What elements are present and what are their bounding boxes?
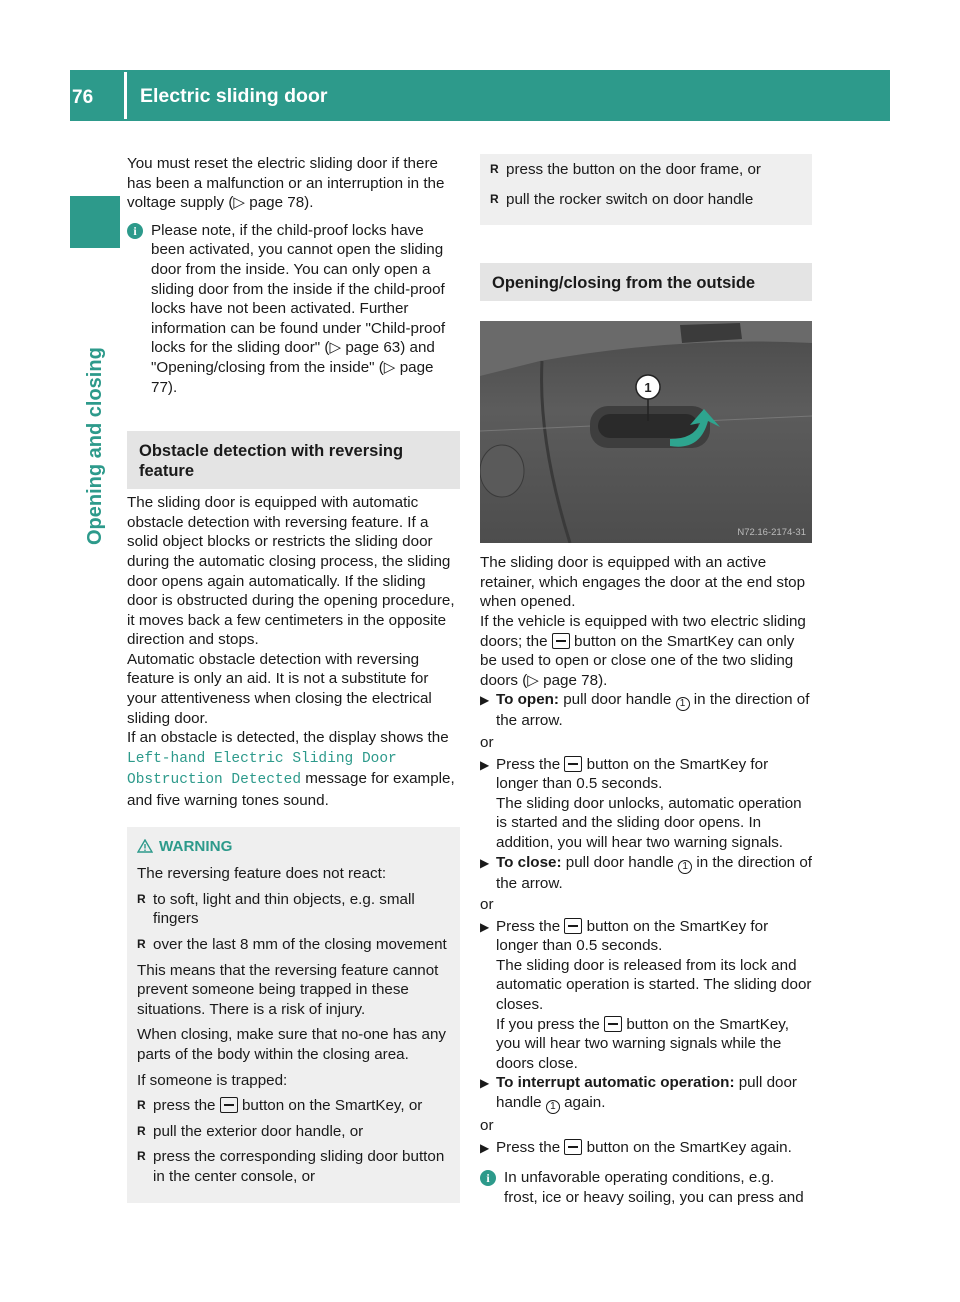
warning-continued-box [480,154,812,225]
step-arrow-icon: ▶ [480,1076,490,1091]
step-press-key-close: ▶ Press the button on the SmartKey for longer than 0.5 seconds. The sliding door is released from its lock and automatic operation is started. The sliding door closes. If you press the button on the SmartKey, you will hear two warning signals while the doors close. [480,917,812,1072]
door-handle-photo [480,321,812,543]
callout-1-icon: 1 [676,697,690,711]
step-open: ▶ To open: pull door handle 1 in the direction of the arrow. [480,691,810,730]
obstacle-paragraph-2: Automatic obstacle detection with reversing feature is only an aid. It is not a substitute for your attentiveness when closing the electrical sliding door. [127,650,432,727]
intro-paragraph: You must reset the electric sliding door if there has been a malfunction or an interruption in the voltage supply (▷ page 78). [127,155,445,212]
warning-bullet: R press the button on the SmartKey, or [137,1097,423,1115]
display-message: Left-hand Electric Sliding Door Obstruction Detected [127,750,397,789]
page-title: Electric sliding door [140,85,328,107]
callout-1-icon: 1 [678,860,692,874]
step-arrow-icon: ▶ [480,855,490,870]
outside-paragraph-2: If the vehicle is equipped with two electric sliding doors; the button on the SmartKey can only be used to open or close one of the two sliding doors (▷ page 78). [480,612,806,689]
left-column [127,154,460,1203]
info-icon: i [127,223,143,239]
step-interrupt: ▶ To interrupt automatic operation: pull door handle 1 again. [480,1074,797,1113]
warning-bullet: R press the button on the door frame, or [490,161,761,178]
step-arrow-icon: ▶ [480,693,490,708]
warning-paragraph: This means that the reversing feature cannot prevent someone being trapped in these situations. There is a risk of injury. [137,961,439,1018]
header-divider [124,72,127,119]
info-note [127,221,460,397]
step-press-key-again: ▶ Press the button on the SmartKey again. [480,1138,812,1159]
page-number: 76 [72,87,94,108]
right-column [480,154,812,1219]
info-note [480,1168,812,1207]
smartkey-sliding-door-icon [564,756,582,772]
smartkey-sliding-door-icon [564,1139,582,1155]
smartkey-sliding-door-icon [552,633,570,649]
smartkey-sliding-door-icon [564,918,582,934]
or-separator: or [480,896,494,914]
warning-bullet: R over the last 8 mm of the closing movement [137,936,447,953]
warning-intro: The reversing feature does not react: [137,865,387,883]
obstacle-paragraph-1: The sliding door is equipped with automatic obstacle detection with reversing feature. If a solid object blocks or restricts the sliding door during the automatic closing process, the sliding door opens again automatically. If the sliding door is obstructed during the opening procedure, it moves back a few centimeters in the opposite direction and stops. [127,494,455,649]
warning-box [127,827,460,1203]
step-arrow-icon: ▶ [480,757,490,772]
warning-triangle-icon [137,839,153,853]
step-press-key: ▶ Press the button on the SmartKey for longer than 0.5 seconds. The sliding door unlocks, automatic operation is started and the sliding door opens. In addition, you will hear two warning signals. [480,755,802,851]
chapter-label: Opening and closing [84,347,106,545]
info-icon: i [480,1170,496,1186]
callout-1-label: 1 [644,380,652,396]
image-code: N72.16-2174-31 [737,527,806,539]
warning-bullet: R to soft, light and thin objects, e.g. small fingers [137,890,415,928]
callout-1-icon: 1 [546,1100,560,1114]
warning-paragraph: If someone is trapped: [137,1071,288,1089]
or-separator: or [480,1117,494,1135]
smartkey-sliding-door-icon [220,1097,238,1113]
warning-paragraph: When closing, make sure that no-one has any parts of the body within the closing area. [137,1026,446,1063]
section-heading-obstacle: Obstacle detection with reversing feature [127,431,460,489]
info-text: In unfavorable operating conditions, e.g. frost, ice or heavy soiling, you can press and [504,1169,804,1206]
warning-title: WARNING [137,837,450,857]
or-separator: or [480,733,494,751]
door-handle-illustration [480,321,812,543]
step-close: ▶ To close: pull door handle 1 in the direction of the arrow. [480,853,813,892]
chapter-tab [70,196,120,248]
obstacle-paragraph-3: If an obstacle is detected, the display shows the Left-hand Electric Sliding Door Obstruction Detected message for example, and five warning tones sound. [127,729,455,810]
step-arrow-icon: ▶ [480,1140,490,1155]
warning-bullet: R press the corresponding sliding door button in the center console, or [137,1148,445,1185]
warning-bullet: R pull the exterior door handle, or [137,1122,364,1140]
smartkey-sliding-door-icon [604,1016,622,1032]
warning-bullet: R pull the rocker switch on door handle [490,190,754,208]
section-heading-outside: Opening/closing from the outside [480,263,812,301]
step-arrow-icon: ▶ [480,919,490,934]
outside-paragraph-1: The sliding door is equipped with an active retainer, which engages the door at the end stop when opened. [480,554,806,611]
info-text: Please note, if the child-proof locks have been activated, you cannot open the sliding door from the inside. You can only open a sliding door from the inside if the child-proof locks have not been activated. Further information can be found under "Child-proof locks for the sliding door" (▷ page 63) and "Opening/closing from the inside" (▷ page 77). [151,221,446,396]
